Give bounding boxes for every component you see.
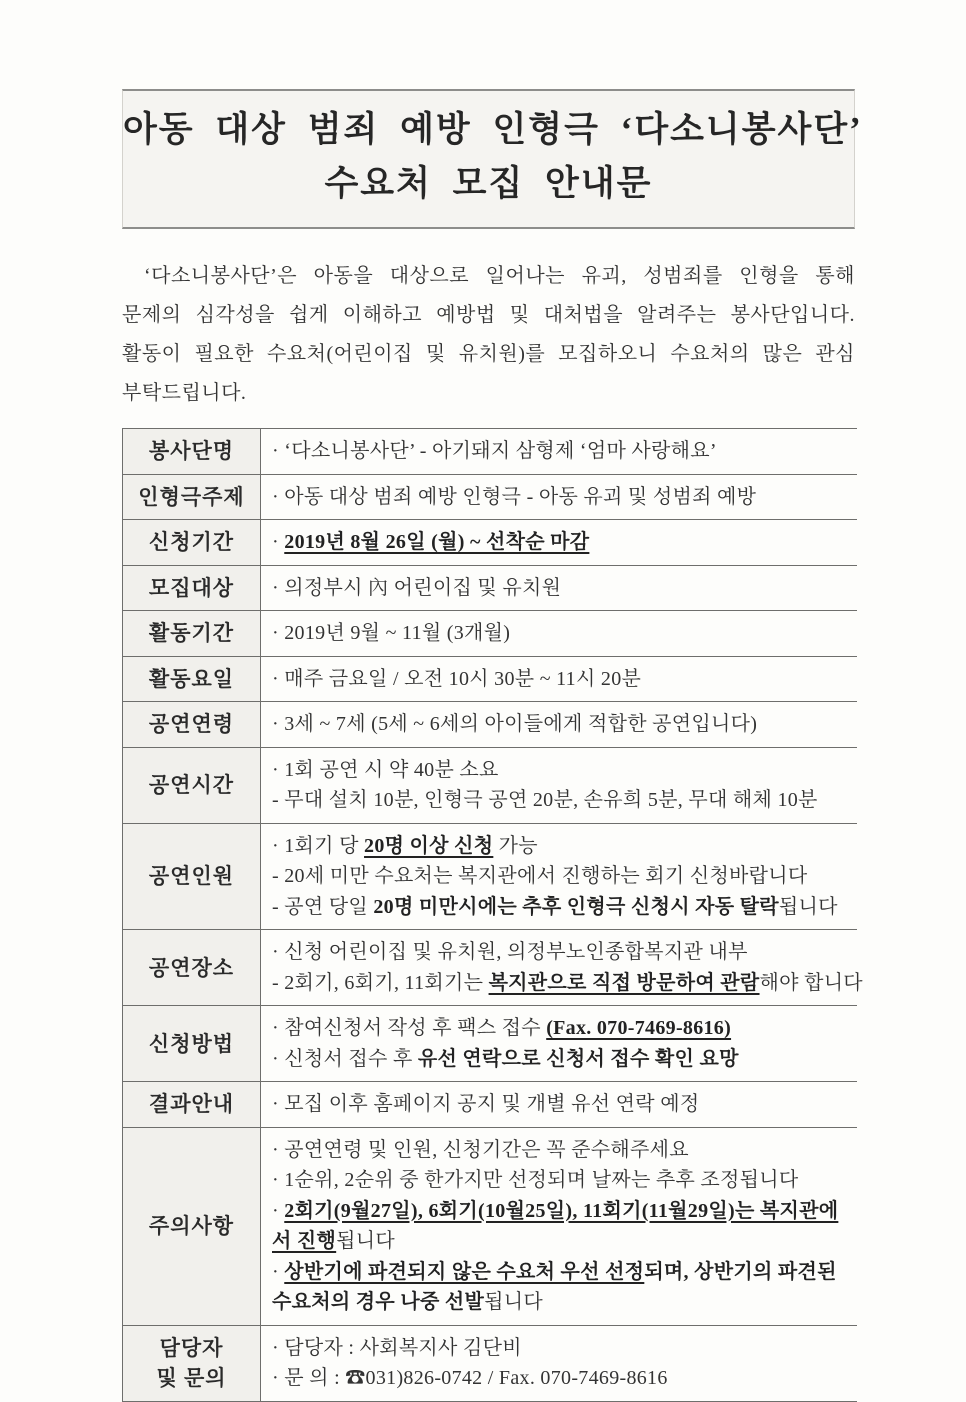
row-label: 결과안내 [123,1082,261,1128]
row-label: 활동기간 [123,611,261,657]
content-line: 수요처의 경우 나중 선발됩니다 [272,1291,543,1313]
table-row [123,930,858,1006]
content-line: · 2019년 9월 ~ 11월 (3개월) [272,622,511,644]
table-row [123,1082,858,1128]
content-line: 서 진행됩니다 [272,1230,396,1252]
content-line: · 매주 금요일 / 오전 10시 30분 ~ 11시 20분 [272,667,642,690]
content-line: · 문 의 : ☎031)826-0742 / Fax. 070-7469-8616 [272,1367,668,1389]
content-line: · 공연연령 및 인원, 신청기간은 꼭 준수해주세요 [272,1138,689,1161]
content-line: - 2회기, 6회기, 11회기는 복지관으로 직접 방문하여 관람해야 합니다 [272,971,863,994]
row-content [261,1006,858,1082]
notice-info-table [122,428,863,1402]
content-line: · 신청 어린이집 및 유치원, 의정부노인종합복지관 내부 [272,941,748,963]
row-content [261,702,858,748]
row-label: 공연연령 [123,702,261,748]
row-label: 모집대상 [123,565,261,611]
table-row [123,1006,858,1082]
row-content [261,474,858,520]
row-label: 봉사단명 [123,429,261,475]
content-line: - 무대 설치 10분, 인형극 공연 20분, 손유희 5분, 무대 해체 10분 [272,789,818,811]
intro-paragraph: ‘다소니봉사단’은 아동을 대상으로 일어나는 유괴, 성범죄를 인형을 통해 문제의 심각성을 쉽게 이해하고 예방법 및 대처법을 알려주는 봉사단입니다. 활동이 필요한 수요처(어린이집 및 유치원)를 모집하오니 수요처의 많은 관심 부탁드립니다. [122,265,855,404]
content-line: · 참여신청서 작성 후 팩스 접수 (Fax. 070-7469-8616) [272,1017,732,1039]
row-content [261,611,858,657]
content-line: · 아동 대상 범죄 예방 인형극 - 아동 유괴 및 성범죄 예방 [272,485,757,508]
table-row [123,520,858,566]
row-label: 담당자 및 문의 [123,1325,261,1401]
row-content [261,930,863,1006]
content-line: · 의정부시 內 어린이집 및 유치원 [272,576,562,599]
row-label: 인형극주제 [123,474,261,520]
table-row [123,1127,858,1325]
content-line: - 20세 미만 수요처는 복지관에서 진행하는 회기 신청바랍니다 [272,865,808,887]
row-label: 공연시간 [123,747,261,823]
table-row [123,474,858,520]
document-title-line-1: 아동 대상 범죄 예방 인형극 ‘다소니봉사단’ [123,110,863,149]
content-line: · 신청서 접수 후 유선 연락으로 신청서 접수 확인 요망 [272,1047,739,1070]
row-label: 신청기간 [123,520,261,566]
content-line: · 1회기 당 20명 이상 신청 가능 [272,834,538,857]
row-content [261,429,858,475]
table-row [123,429,858,475]
content-line: · 2019년 8월 26일 (월) ~ 선착순 마감 [272,531,590,553]
row-content [261,656,858,702]
content-line: · 2회기(9월27일), 6회기(10월25일), 11회기(11월29일)는 복지관에 [272,1199,839,1222]
content-line: · 1순위, 2순위 중 한가지만 선정되며 날짜는 추후 조정됩니다 [272,1169,799,1191]
row-content [261,1082,858,1128]
table-row [123,1325,858,1401]
row-label: 주의사항 [123,1127,261,1325]
document-title-line-2: 수요처 모집 안내문 [324,164,653,203]
document-title-box [122,89,863,229]
content-line: · 상반기에 파견되지 않은 수요처 우선 선정되며, 상반기의 파견된 [272,1260,837,1283]
row-content [261,747,858,823]
table-row [123,747,858,823]
content-line: · 담당자 : 사회복지사 김단비 [272,1336,522,1359]
row-label: 신청방법 [123,1006,261,1082]
content-line: · 1회 공연 시 약 40분 소요 [272,758,499,781]
table-row [123,702,858,748]
row-content [261,1127,858,1325]
content-line: · ‘다소니봉사단’ - 아기돼지 삼형제 ‘엄마 사랑해요’ [272,440,717,462]
row-content [261,565,858,611]
row-content [261,520,858,566]
content-line: · 모집 이후 홈페이지 공지 및 개별 유선 연락 예정 [272,1093,700,1115]
row-label: 공연인원 [123,823,261,930]
content-line: - 공연 당일 20명 미만시에는 추후 인형극 신청시 자동 탈락됩니다 [272,895,838,918]
row-label: 활동요일 [123,656,261,702]
table-row [123,565,858,611]
table-row [123,823,858,930]
row-label: 공연장소 [123,930,261,1006]
row-content [261,823,858,930]
content-line: · 3세 ~ 7세 (5세 ~ 6세의 아이들에게 적합한 공연입니다) [272,713,758,735]
table-row [123,656,858,702]
table-row [123,611,858,657]
row-content [261,1325,858,1401]
